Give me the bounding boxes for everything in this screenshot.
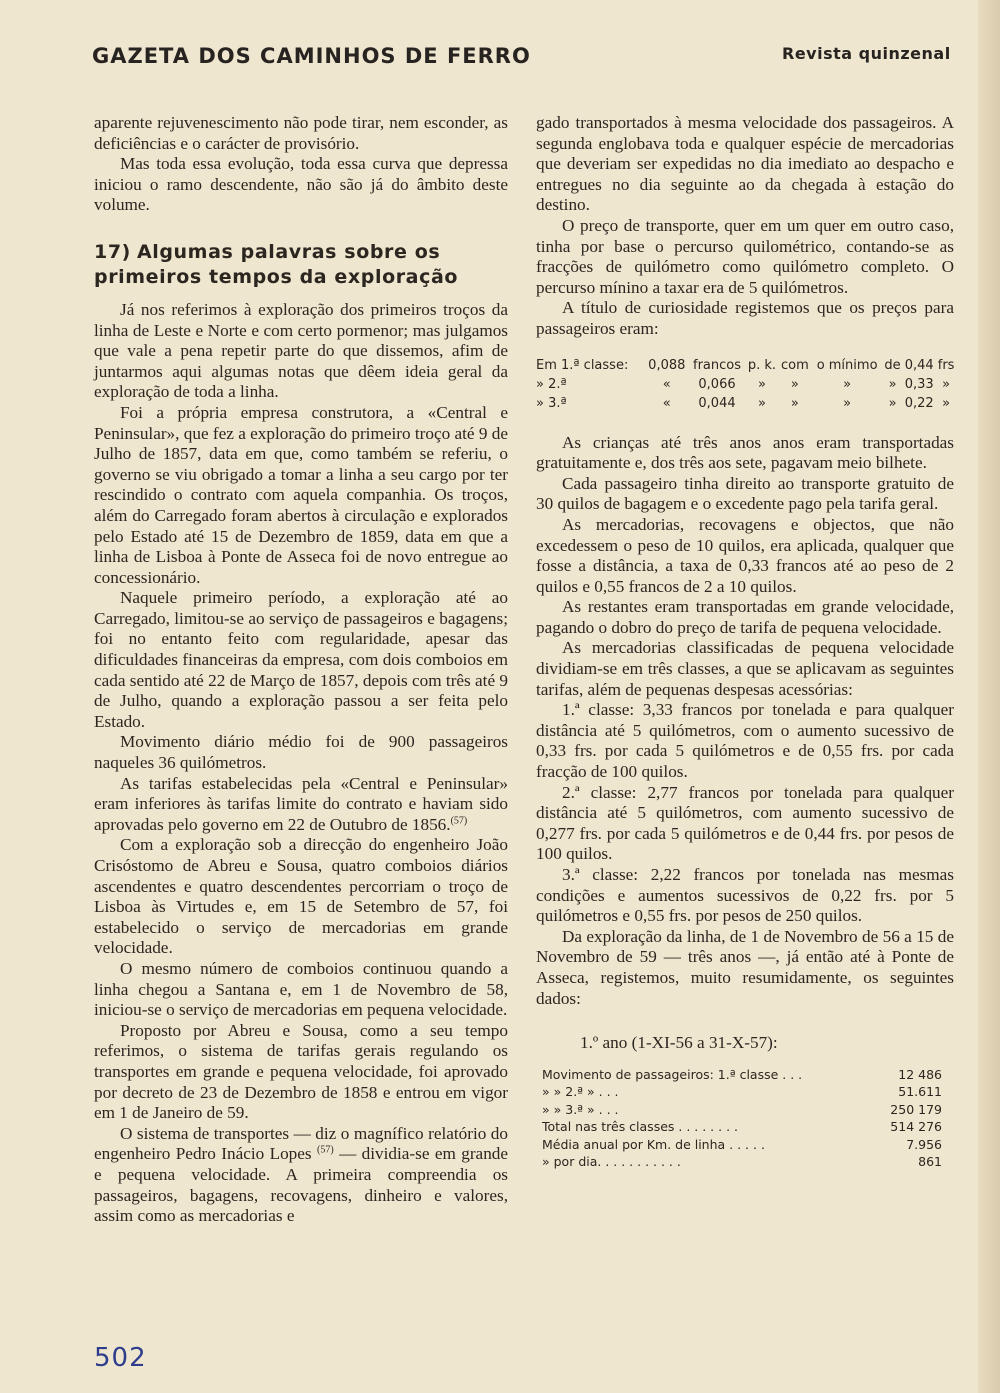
stat-value: 51.611 <box>898 1084 942 1100</box>
stat-label: » » 3.ª » . . . <box>542 1101 619 1117</box>
price-cell: o mínimo <box>816 357 878 373</box>
price-cell: « <box>662 395 671 411</box>
price-cell: 0,33 <box>904 376 934 392</box>
price-cell: » <box>843 395 852 411</box>
stat-row <box>542 1118 942 1136</box>
price-cell: 0,044 <box>698 395 736 411</box>
price-row <box>536 375 956 394</box>
paragraph: Da exploração da linha, de 1 de Novembro de 56 a 15 de Novembro de 59 — três anos —, já então até à Ponte de Asseca, registemos, muito resumidamente, os seguintes dados: <box>536 926 954 1008</box>
periodicity: Revista quinzenal <box>782 44 951 63</box>
price-cell: » <box>942 395 951 411</box>
price-cell: 0,066 <box>698 376 736 392</box>
paragraph: aparente rejuvenescimento não pode tirar, nem esconder, as deficiências e o carácter de provisório. <box>94 113 508 153</box>
stat-row <box>542 1066 942 1084</box>
footnote-ref: (57) <box>450 815 468 827</box>
stat-label: Movimento de passageiros: 1.ª classe . . . <box>542 1066 803 1082</box>
price-cell: p. k. <box>747 357 777 373</box>
price-cell: » <box>843 376 852 392</box>
right-column <box>536 113 954 1171</box>
price-cell: frs <box>937 357 955 373</box>
paragraph: 3.ª classe: 2,22 francos por tonelada nas mesmas condições e aumentos sucessivos de 0,22 frs. por 5 quilómetros e 0,55 frs. por pesos de 250 quilos. <box>536 865 954 926</box>
price-cell: de <box>884 357 901 373</box>
paragraph: As mercadorias, recovagens e objectos, que não excedessem o peso de 10 quilos, era aplicada, qualquer que fosse a distância, a taxa de 0,33 francos até ao peso de 2 quilos e 0,55 francos de 2 a 10 quilos. <box>536 514 954 596</box>
paragraph: As restantes eram transportadas em grande velocidade, pagando o dobro do preço de tarifa de pequena velocidade. <box>536 597 954 637</box>
page-spine-shadow <box>978 0 1000 1393</box>
price-cell: » 3.ª <box>536 395 567 411</box>
passenger-price-table <box>536 356 956 413</box>
stat-label: Média anual por Km. de linha . . . . . <box>542 1136 765 1152</box>
stat-row <box>542 1136 942 1154</box>
stat-row <box>542 1083 942 1101</box>
price-cell: « <box>662 376 671 392</box>
left-column <box>94 113 508 1227</box>
paragraph: Cada passageiro tinha direito ao transporte gratuito de 30 quilos de bagagem e o excedente pago pela tarifa geral. <box>536 473 954 514</box>
paragraph-text: O sistema de transportes — diz o magnífico relatório do engenheiro Pedro Inácio Lopes <box>94 1123 508 1164</box>
stat-value: 7.956 <box>906 1136 942 1152</box>
stat-value: 12 486 <box>898 1066 942 1082</box>
paragraph-text: — dividia-se em grande e pequena velocidade. A primeira compreendia os passageiros, bagagens, recovagens, dinheiro e valores, assim como as mercadorias e <box>94 1144 509 1226</box>
price-cell: 0,44 <box>904 357 934 373</box>
footnote-ref: (57) <box>317 1144 334 1156</box>
price-cell: » 2.ª <box>536 376 567 392</box>
paragraph: As mercadorias classificadas de pequena velocidade dividiam-se em três classes, a que se aplicavam as seguintes tarifas, além de pequenas despesas acessórias: <box>536 638 954 699</box>
statistics-table <box>542 1066 942 1171</box>
paragraph: Movimento diário médio foi de 900 passageiros naqueles 36 quilómetros. <box>94 732 508 773</box>
price-cell: com <box>781 357 809 373</box>
price-cell: » <box>757 376 766 392</box>
paragraph: Naquele primeiro período, a exploração até ao Carregado, limitou-se ao serviço de passageiros e bagagens; foi no entanto feito com regularidade, apesar das dificuldades financeiras da empresa, com dois comboios em cada sentido até 22 de Março de 1857, depois com três até 9 de Julho, quando a exploração passou a ser feita pelo Estado. <box>94 588 508 731</box>
paragraph: O mesmo número de comboios continuou quando a linha chegou a Santana e, em 1 de Novembro de 58, iniciou-se o serviço de mercadorias em pequena velocidade. <box>94 958 508 1020</box>
paragraph: Com a exploração sob a direcção do engenheiro João Crisóstomo de Abreu e Sousa, quatro comboios diários ascendentes e quatro descendentes percorriam o troço de Lisboa às Virtudes e, em 15 de Setembro de 57, foi estabelecido o serviço de mercadorias em grande velocidade. <box>94 835 508 958</box>
price-cell: Em 1.ª classe: <box>536 357 629 373</box>
stat-value: 250 179 <box>890 1101 942 1117</box>
paragraph: 1.ª classe: 3,33 francos por tonelada e para qualquer distância até 5 quilómetros, com o aumento sucessivo de 0,33 frs. por cada 5 quilómetros e de 0,55 frs. por cada fracção de 100 quilos. <box>536 700 954 782</box>
paragraph: gado transportados à mesma velocidade dos passageiros. A segunda englobava toda e qualquer espécie de mercadorias que deveriam ser expedidas no dia imediato ao despacho e entregues no dia seguinte ao da chegada à estação do destino. <box>536 113 954 215</box>
price-cell: 0,088 <box>648 357 686 373</box>
price-cell: » <box>942 376 951 392</box>
stat-label: » » 2.ª » . . . <box>542 1084 619 1100</box>
section-heading <box>94 240 508 290</box>
price-cell: » <box>888 376 897 392</box>
paragraph: Proposto por Abreu e Sousa, como a seu tempo referimos, o sistema de tarifas gerais regulando os transportes em grande e pequena velocidade, foi aprovado por decreto de 23 de Dezembro de 1858 e entrou em vigor em 1 de Janeiro de 59. <box>94 1020 508 1123</box>
paragraph: A título de curiosidade registemos que os preços para passageiros eram: <box>536 298 954 338</box>
paragraph: Mas toda essa evolução, toda essa curva que depressa iniciou o ramo descendente, não são já do âmbito deste volume. <box>94 154 508 215</box>
stat-row <box>542 1101 942 1119</box>
journal-title: GAZETA DOS CAMINHOS DE FERRO <box>92 44 531 68</box>
stat-value: 861 <box>918 1154 942 1170</box>
paragraph: Já nos referimos à exploração dos primeiros troços da linha de Leste e Norte e com certo pormenor; mas julgamos que vale a pena repetir parte do que dissemos, afim de juntarmos aqui algumas notas que dêem ideia geral da exploração de toda a linha. <box>94 299 508 402</box>
stat-row <box>542 1153 942 1171</box>
section-title: Algumas palavras sobre os primeiros tempos da exploração <box>94 240 459 288</box>
price-cell: 0,22 <box>904 395 934 411</box>
price-row <box>536 356 956 375</box>
stat-label: » por dia. . . . . . . . . . . <box>542 1154 681 1170</box>
section-number: 17) <box>94 240 131 263</box>
paragraph-text: As tarifas estabelecidas pela «Central e Peninsular» eram inferiores às tarifas limite do contrato e haviam sido aprovadas pelo governo em 22 de Outubro de 1856. <box>94 773 508 834</box>
page-number: 502 <box>94 1343 147 1373</box>
price-cell: » <box>757 395 766 411</box>
stat-value: 514 276 <box>890 1119 942 1135</box>
paragraph <box>94 774 508 836</box>
paragraph: 2.ª classe: 2,77 francos por tonelada para qualquer distância até 5 quilómetros, com aumento sucessivo de 0,277 frs. por cada 5 quilómetros e de 0,44 frs. por pesos de 100 quilos. <box>536 782 954 864</box>
price-cell: » <box>790 376 799 392</box>
price-cell: » <box>790 395 799 411</box>
paragraph: Foi a própria empresa construtora, a «Central e Peninsular», que fez a exploração do primeiro troço até 9 de Julho de 1857, data em que, como também se referiu, o governo se viu obrigado a tomar a linha a seu cargo por ter rescindido o contrato com aquela companhia. Os troços, além do Carregado foram abertos à circulação e explorados pelo Estado até 15 de Dezembro de 1859, data em que a linha de Lisboa à Ponte de Asseca foi de novo entregue ao concessionário. <box>94 402 508 587</box>
price-cell: » <box>888 395 897 411</box>
paragraph: O preço de transporte, quer em um quer em outro caso, tinha por base o percurso quilométrico, contando-se as fracções de quilómetro como quilómetro completo. O percurso mínino a taxar era de 5 quilómetros. <box>536 215 954 297</box>
paragraph <box>94 1124 508 1227</box>
year-heading: 1.º ano (1-XI-56 a 31-X-57): <box>580 1033 778 1053</box>
price-cell: francos <box>693 357 742 373</box>
paragraph: As crianças até três anos anos eram transportadas gratuitamente e, dos três aos sete, pagavam meio bilhete. <box>536 432 954 473</box>
price-row <box>536 394 956 413</box>
stat-label: Total nas três classes . . . . . . . . <box>542 1119 738 1135</box>
